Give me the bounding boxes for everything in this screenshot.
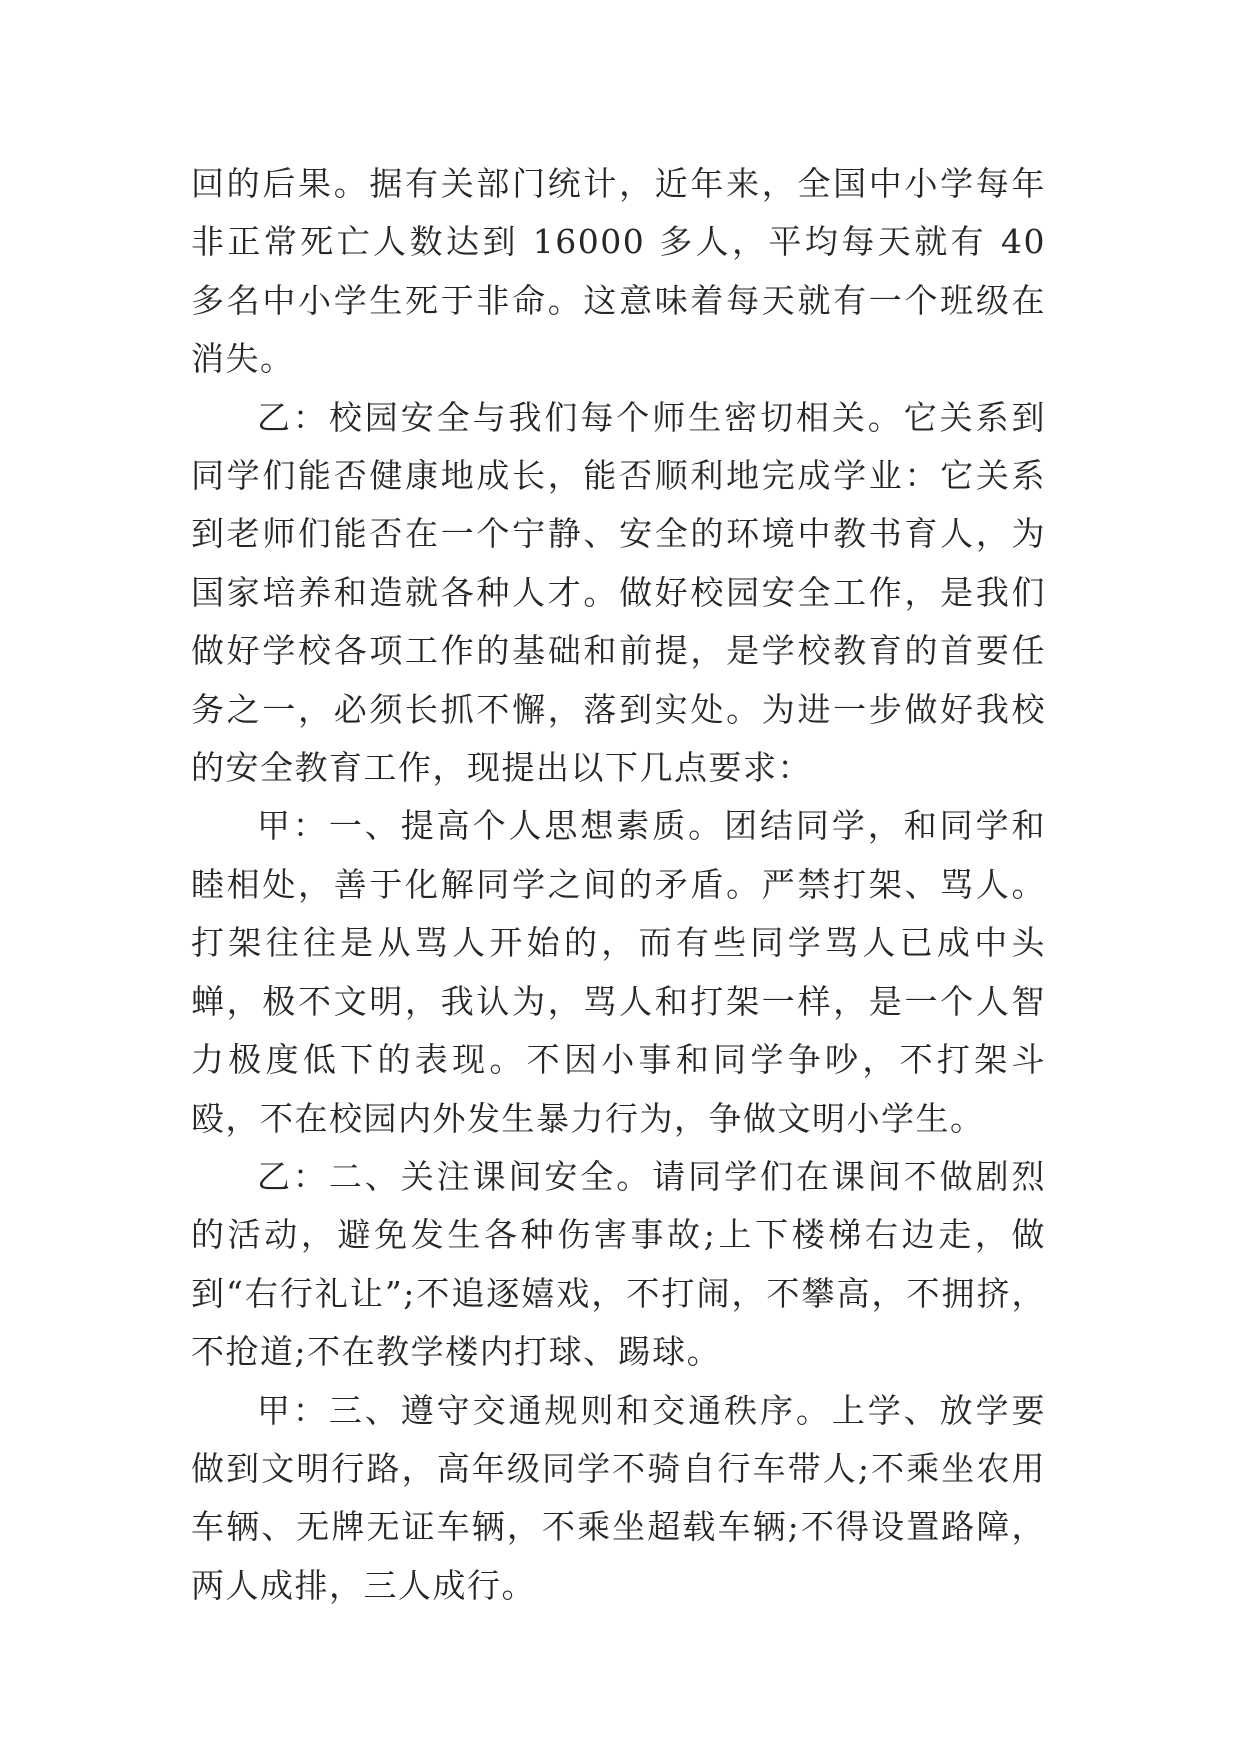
paragraph-requirement-1: 甲：一、提高个人思想素质。团结同学，和同学和睦相处，善于化解同学之间的矛盾。严禁打架、骂人。打架往往是从骂人开始的，而有些同学骂人已成中头蝉，极不文明，我认为，骂人和打架一样，是一个人智力极度低下的表现。不因小事和同学争吵，不打架斗殴，不在校园内外发生暴力行为，争做文明小学生。 — [191, 806, 1046, 1138]
paragraph-requirement-2: 乙：二、关注课间安全。请同学们在课间不做剧烈的活动，避免发生各种伤害事故;上下楼梯右边走，做到“右行礼让”;不追逐嬉戏，不打闹，不攀高，不拥挤，不抢道;不在教学楼内打球、踢球。 — [191, 1156, 1046, 1372]
paragraph-campus-safety: 乙：校园安全与我们每个师生密切相关。它关系到同学们能否健康地成长，能否顺利地完成学业：它关系到老师们能否在一个宁静、安全的环境中教书育人，为国家培养和造就各种人才。做好校园安全工作，是我们做好学校各项工作的基础和前提，是学校教育的首要任务之一，必须长抓不懈，落到实处。为进一步做好我校的安全教育工作，现提出以下几点要求： — [191, 397, 1046, 788]
document-body — [191, 155, 1046, 1615]
paragraph-requirement-3: 甲：三、遵守交通规则和交通秩序。上学、放学要做到文明行路，高年级同学不骑自行车带人;不乘坐农用车辆、无牌无证车辆，不乘坐超载车辆;不得设置路障，两人成排，三人成行。 — [191, 1390, 1046, 1605]
paragraph-continuation: 回的后果。据有关部门统计，近年来，全国中小学每年非正常死亡人数达到 16000 多人，平均每天就有 40 多名中小学生死于非命。这意味着每天就有一个班级在消失。 — [191, 164, 1046, 379]
